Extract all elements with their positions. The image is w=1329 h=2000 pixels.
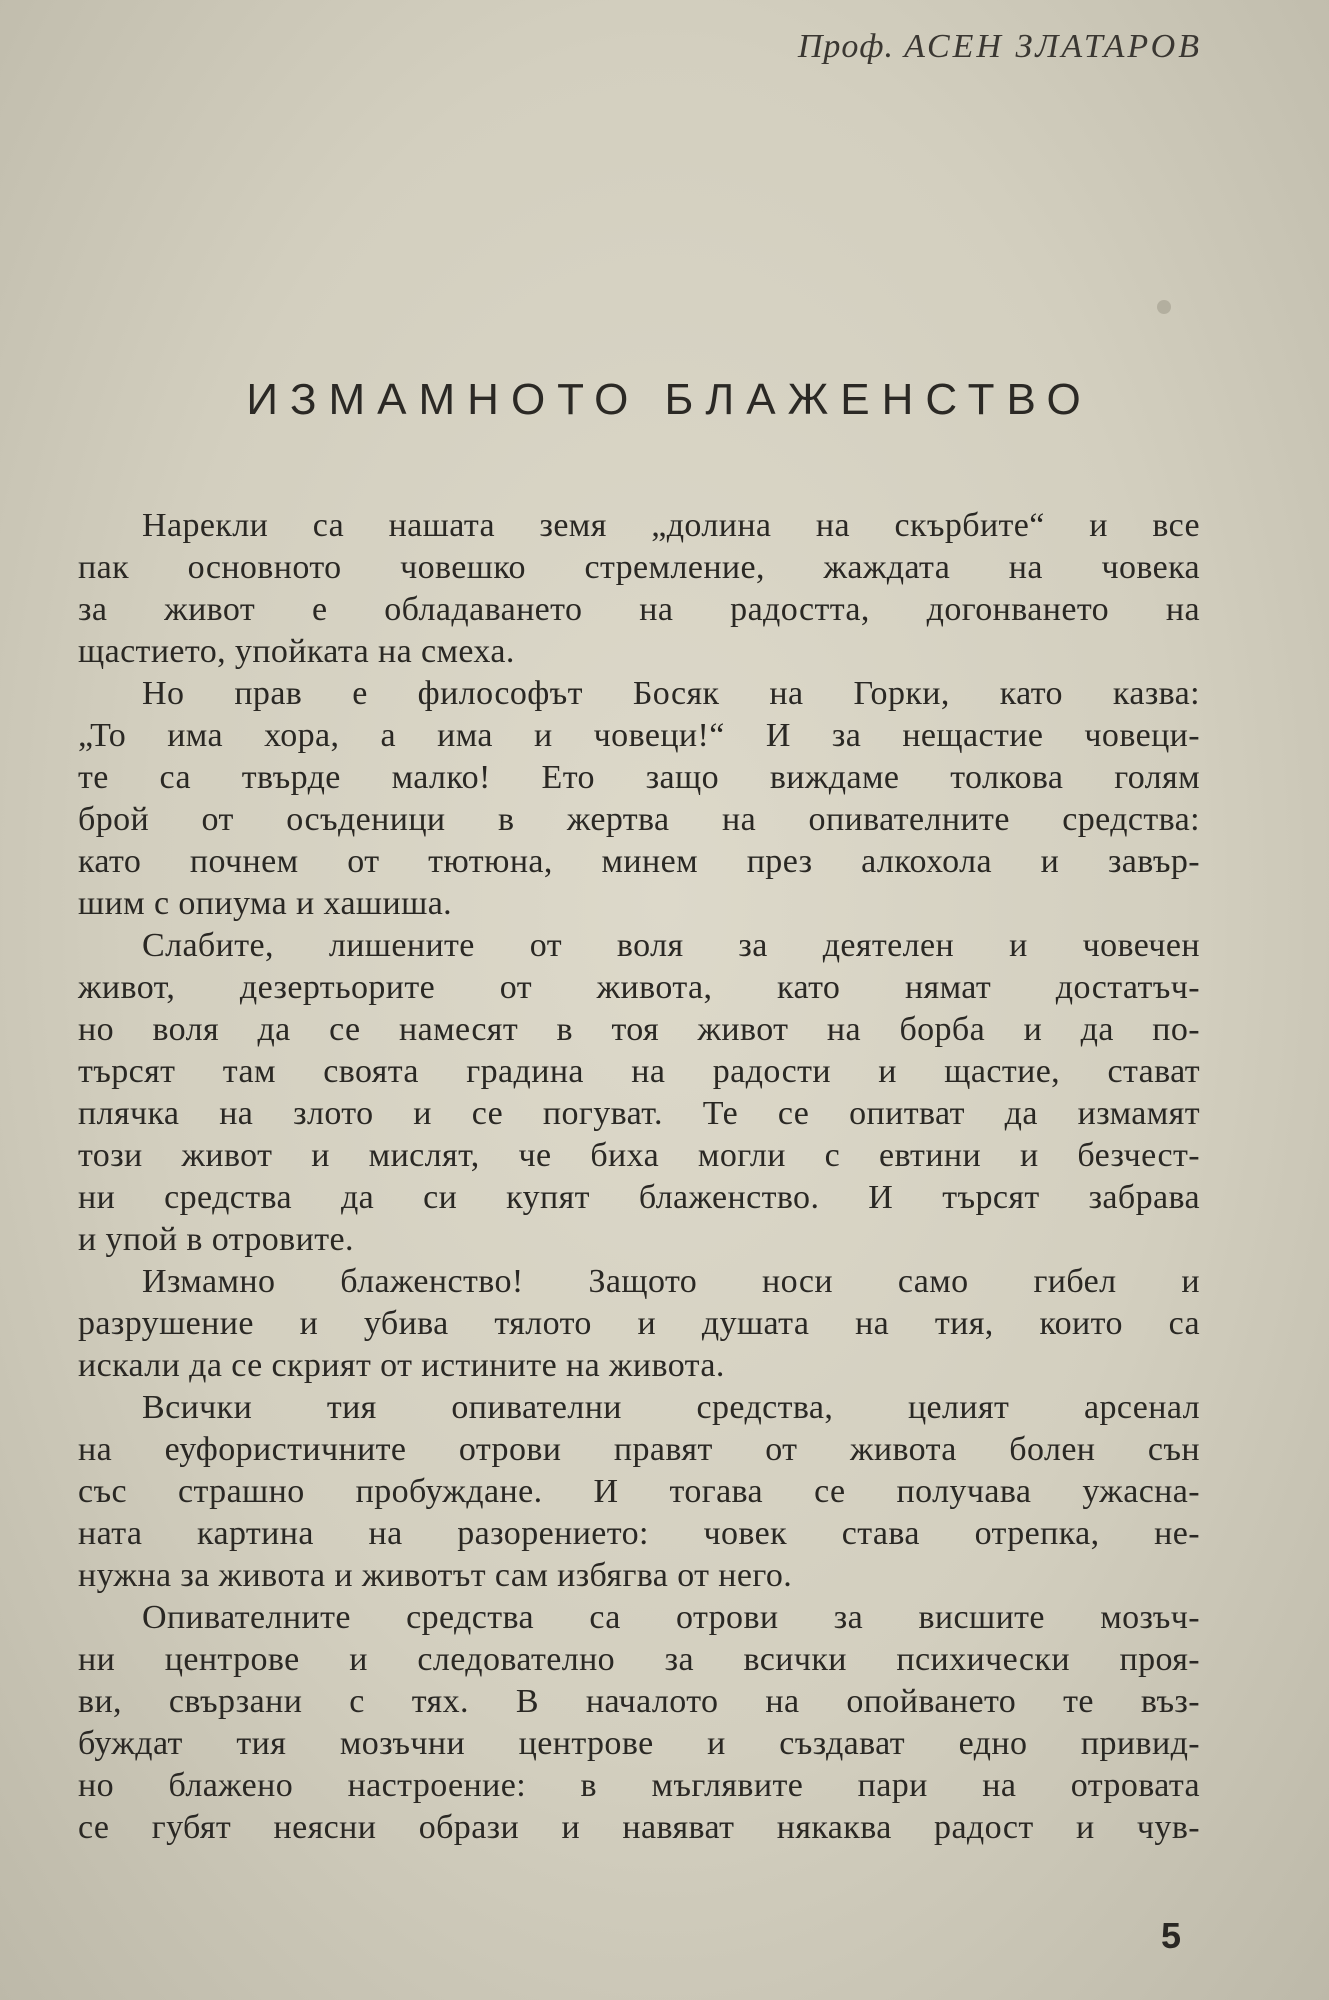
text-line: шим с опиума и хашиша. <box>78 885 453 922</box>
text-line: търсят там своята градина на радости и щастие, стават <box>78 1053 1200 1090</box>
text-line: но воля да се намесят в тоя живот на борба и да по- <box>78 1011 1200 1048</box>
author-title-prefix: Проф. <box>797 28 895 65</box>
text-line: Но прав е философът Босяк на Горки, като казва: <box>142 675 1200 712</box>
text-line: но блажено настроение: в мъглявите пари на отровата <box>78 1767 1200 1804</box>
text-line: Нарекли са нашата земя „долина на скърбите“ и все <box>142 507 1200 544</box>
page-number: 5 <box>1160 1915 1181 1956</box>
text-line: и упой в отровите. <box>78 1221 354 1258</box>
text-line: на еуфористичните отрови правят от живота болен сън <box>78 1431 1200 1468</box>
text-line: Всички тия опивателни средства, целият арсенал <box>142 1389 1200 1426</box>
text-line: пак основното човешко стремление, жаждата на човека <box>78 549 1200 586</box>
text-line: Измамно блаженство! Защото носи само гибел и <box>142 1263 1200 1300</box>
running-head <box>798 28 1202 66</box>
text-line: този живот и мислят, че биха могли с евтини и безчест- <box>78 1137 1200 1174</box>
text-line: за живот е обладаването на радостта, догонването на <box>78 591 1200 628</box>
text-line: нужна за живота и животът сам избягва от него. <box>78 1557 793 1594</box>
text-line: със страшно пробуждане. И тогава се получава ужасна- <box>78 1473 1200 1510</box>
text-line: Слабите, лишените от воля за деятелен и човечен <box>142 927 1200 964</box>
paper-speck <box>1157 300 1171 314</box>
text-line: „То има хора, а има и човеци!“ И за нещастие човеци- <box>78 717 1200 754</box>
text-line: искали да се скрият от истините на живота. <box>78 1347 725 1384</box>
body-text <box>78 505 1200 1849</box>
text-line: плячка на злото и се погуват. Те се опитват да измамят <box>78 1095 1200 1132</box>
text-line: Опивателните средства са отрови за висшите мозъч- <box>142 1599 1200 1636</box>
text-line: щастието, упойката на смеха. <box>78 633 515 670</box>
text-line: живот, дезертьорите от живота, като нямат достатъч- <box>78 969 1200 1006</box>
text-line: ната картина на разорението: човек става отрепка, не- <box>78 1515 1200 1552</box>
author-name: АСЕН ЗЛАТАРОВ <box>904 28 1202 65</box>
text-line: ни центрове и следователно за всички психически проя- <box>78 1641 1200 1678</box>
text-line: като почнем от тютюна, минем през алкохола и завър- <box>78 843 1200 880</box>
chapter-title: ИЗМАМНОТО БЛАЖЕНСТВО <box>246 375 1093 424</box>
text-line: брой от осъденици в жертва на опивателните средства: <box>78 801 1200 838</box>
text-line: разрушение и убива тялото и душата на тия, които са <box>78 1305 1200 1342</box>
text-line: ни средства да си купят блаженство. И търсят забрава <box>78 1179 1200 1216</box>
text-line: буждат тия мозъчни центрове и създават едно привид- <box>78 1725 1200 1762</box>
text-line: ви, свързани с тях. В началото на опойването те въз- <box>78 1683 1200 1720</box>
text-line: се губят неясни образи и навяват някаква радост и чув- <box>78 1809 1200 1846</box>
text-line: те са твърде малко! Ето защо виждаме толкова голям <box>78 759 1200 796</box>
